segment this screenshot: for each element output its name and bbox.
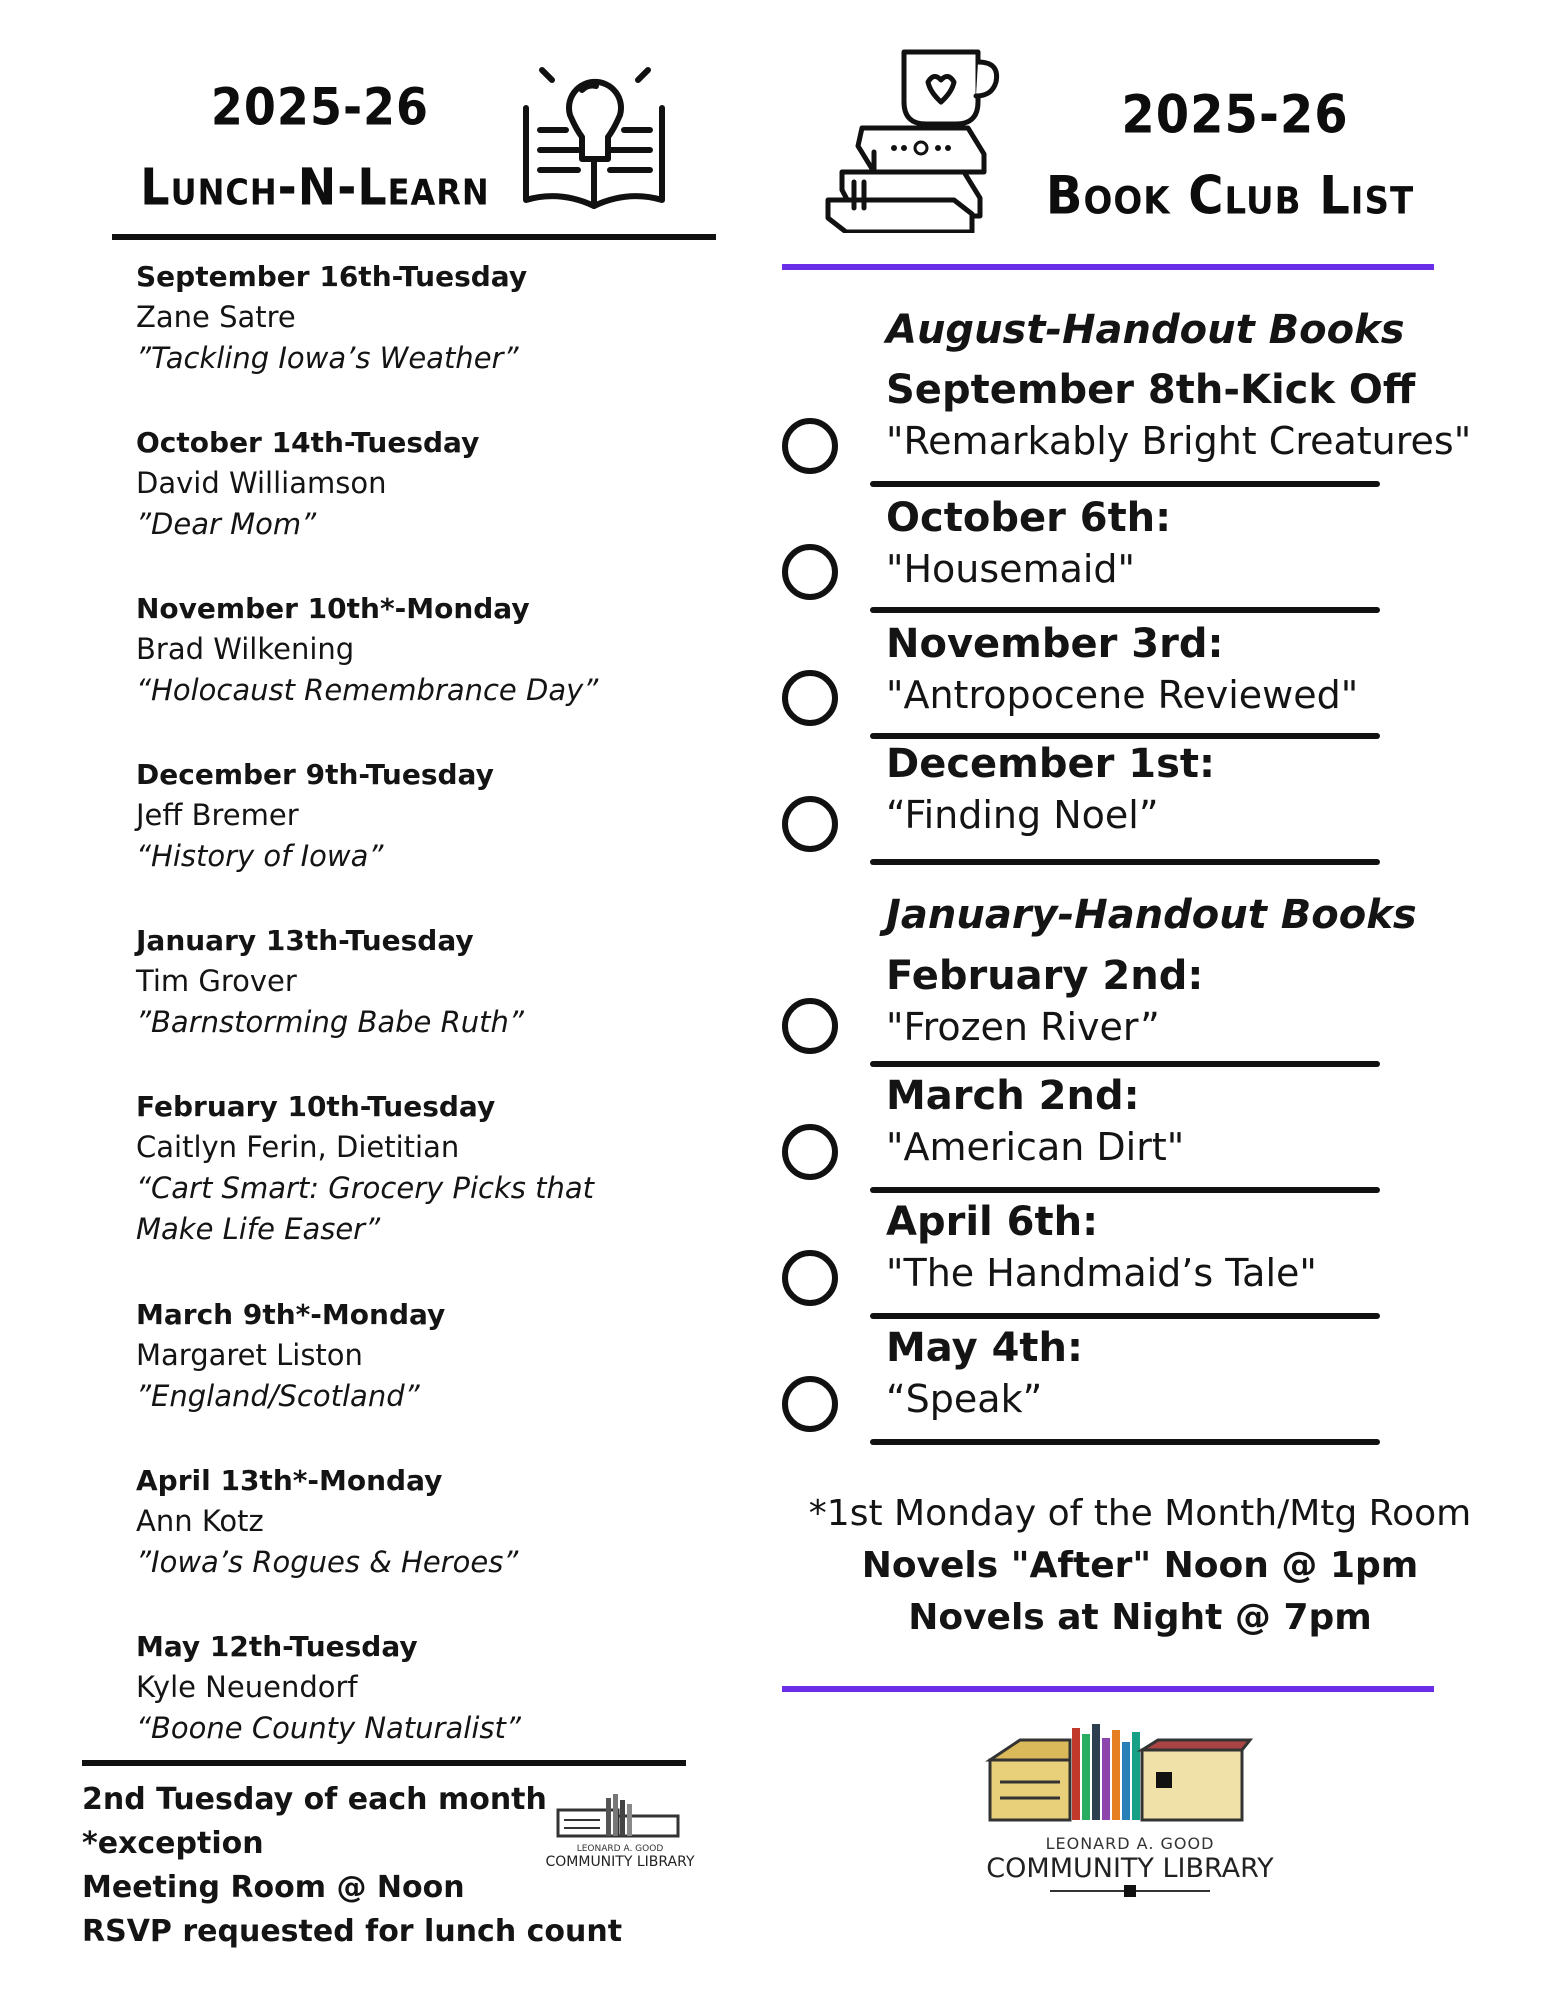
lunch-event [136,1460,736,1583]
event-date: January 13th-Tuesday [136,924,474,957]
book-entry [886,618,1506,720]
logo-line1: LEONARD A. GOOD [1045,1834,1215,1853]
book-underline [870,1313,1380,1319]
event-speaker: Caitlyn Ferin, Dietitian [136,1130,460,1164]
bookclub-title: Book Club List [1045,165,1415,227]
book-entry [886,1196,1506,1298]
book-date: December 1st: [886,741,1216,787]
event-topic: ”England/Scotland” [136,1379,420,1413]
section-january: January-Handout Books [886,892,1417,938]
book-date: May 4th: [886,1325,1083,1371]
library-building-icon [540,1790,700,1840]
book-date: September 8th-Kick Off [886,367,1416,413]
logo-line1: LEONARD A. GOOD [576,1844,664,1854]
books-coffee-icon [818,48,1008,233]
lunch-event [136,422,736,545]
lunch-title: Lunch-N-Learn [140,157,490,217]
left-footer-rule [82,1760,686,1766]
lunch-event [136,256,736,379]
book-underline [870,859,1380,865]
book-entry [886,950,1506,1052]
book-date: February 2nd: [886,953,1204,999]
event-topic: “Cart Smart: Grocery Picks that [136,1171,594,1205]
book-checkbox[interactable] [782,670,838,726]
book-title: "American Dirt" [886,1125,1185,1169]
event-date: February 10th-Tuesday [136,1090,496,1123]
book-title: “Speak” [886,1377,1043,1421]
lunch-event [136,1086,736,1250]
logo-line2: COMMUNITY LIBRARY [545,1854,695,1870]
event-topic: ”Barnstorming Babe Ruth” [136,1005,524,1039]
book-title: "Remarkably Bright Creatures" [886,419,1472,463]
bookclub-year: 2025-26 [1121,84,1349,146]
book-checkbox[interactable] [782,544,838,600]
book-title: "Frozen River” [886,1005,1160,1049]
right-header-rule [782,264,1434,270]
book-entry [886,364,1506,466]
book-underline [870,607,1380,613]
book-entry [886,1322,1506,1424]
book-checkbox[interactable] [782,998,838,1054]
event-speaker: Jeff Bremer [136,798,299,832]
library-building-icon [960,1720,1300,1830]
lunch-event [136,920,736,1043]
event-date: September 16th-Tuesday [136,260,528,293]
book-checkbox[interactable] [782,418,838,474]
footer-line: Meeting Room @ Noon [82,1870,465,1905]
lunch-event [136,588,736,711]
book-title: "The Handmaid’s Tale" [886,1251,1317,1295]
logo-square [1124,1885,1136,1897]
book-checkbox[interactable] [782,1250,838,1306]
book-date: April 6th: [886,1199,1099,1245]
book-entry [886,492,1506,594]
logo-line2: COMMUNITY LIBRARY [986,1853,1274,1884]
book-title: "Housemaid" [886,547,1136,591]
note-line1: *1st Monday of the Month/Mtg Room [808,1493,1472,1534]
event-speaker: Tim Grover [136,964,297,998]
lunch-event [136,1294,736,1417]
bookclub-note [790,1488,1490,1644]
lunch-event [136,1626,736,1749]
book-title: "Antropocene Reviewed" [886,673,1359,717]
book-underline [870,481,1380,487]
book-entry [886,738,1506,840]
left-header-rule [112,234,716,240]
book-checkbox[interactable] [782,796,838,852]
event-speaker: Margaret Liston [136,1338,363,1372]
lunch-event [136,754,736,877]
note-line2: Novels "After" Noon @ 1pm [861,1545,1419,1586]
event-topic: “Holocaust Remembrance Day” [136,673,599,707]
note-line3: Novels at Night @ 7pm [908,1597,1372,1638]
book-underline [870,1187,1380,1193]
event-topic-continued: Make Life Easer” [136,1212,381,1246]
library-logo [960,1720,1300,1892]
event-topic: “Boone County Naturalist” [136,1711,521,1745]
book-underline [870,1061,1380,1067]
event-date: December 9th-Tuesday [136,758,494,791]
lunch-year: 2025-26 [210,77,430,137]
book-checkbox[interactable] [782,1376,838,1432]
event-date: October 14th-Tuesday [136,426,480,459]
event-date: May 12th-Tuesday [136,1630,418,1663]
event-topic: ”Dear Mom” [136,507,317,541]
book-date: March 2nd: [886,1073,1140,1119]
event-date: April 13th*-Monday [136,1464,443,1497]
event-topic: “History of Iowa” [136,839,384,873]
right-footer-rule [782,1686,1434,1692]
book-checkbox[interactable] [782,1124,838,1180]
event-speaker: Brad Wilkening [136,632,355,666]
book-lightbulb-icon [520,60,670,220]
event-speaker: David Williamson [136,466,387,500]
footer-line: 2nd Tuesday of each month [82,1782,547,1817]
book-title: “Finding Noel” [886,793,1159,837]
event-date: March 9th*-Monday [136,1298,446,1331]
book-date: October 6th: [886,495,1172,541]
library-logo-small [540,1790,700,1870]
footer-line: *exception [82,1826,264,1861]
logo-divider [1050,1890,1210,1892]
footer-line: RSVP requested for lunch count [82,1914,623,1949]
section-august: August-Handout Books [886,307,1405,353]
event-date: November 10th*-Monday [136,592,530,625]
book-underline [870,1439,1380,1445]
event-topic: ”Iowa’s Rogues & Heroes” [136,1545,519,1579]
book-entry [886,1070,1506,1172]
event-speaker: Kyle Neuendorf [136,1670,358,1704]
book-date: November 3rd: [886,621,1224,667]
event-topic: ”Tackling Iowa’s Weather” [136,341,519,375]
event-speaker: Ann Kotz [136,1504,264,1538]
event-speaker: Zane Satre [136,300,296,334]
